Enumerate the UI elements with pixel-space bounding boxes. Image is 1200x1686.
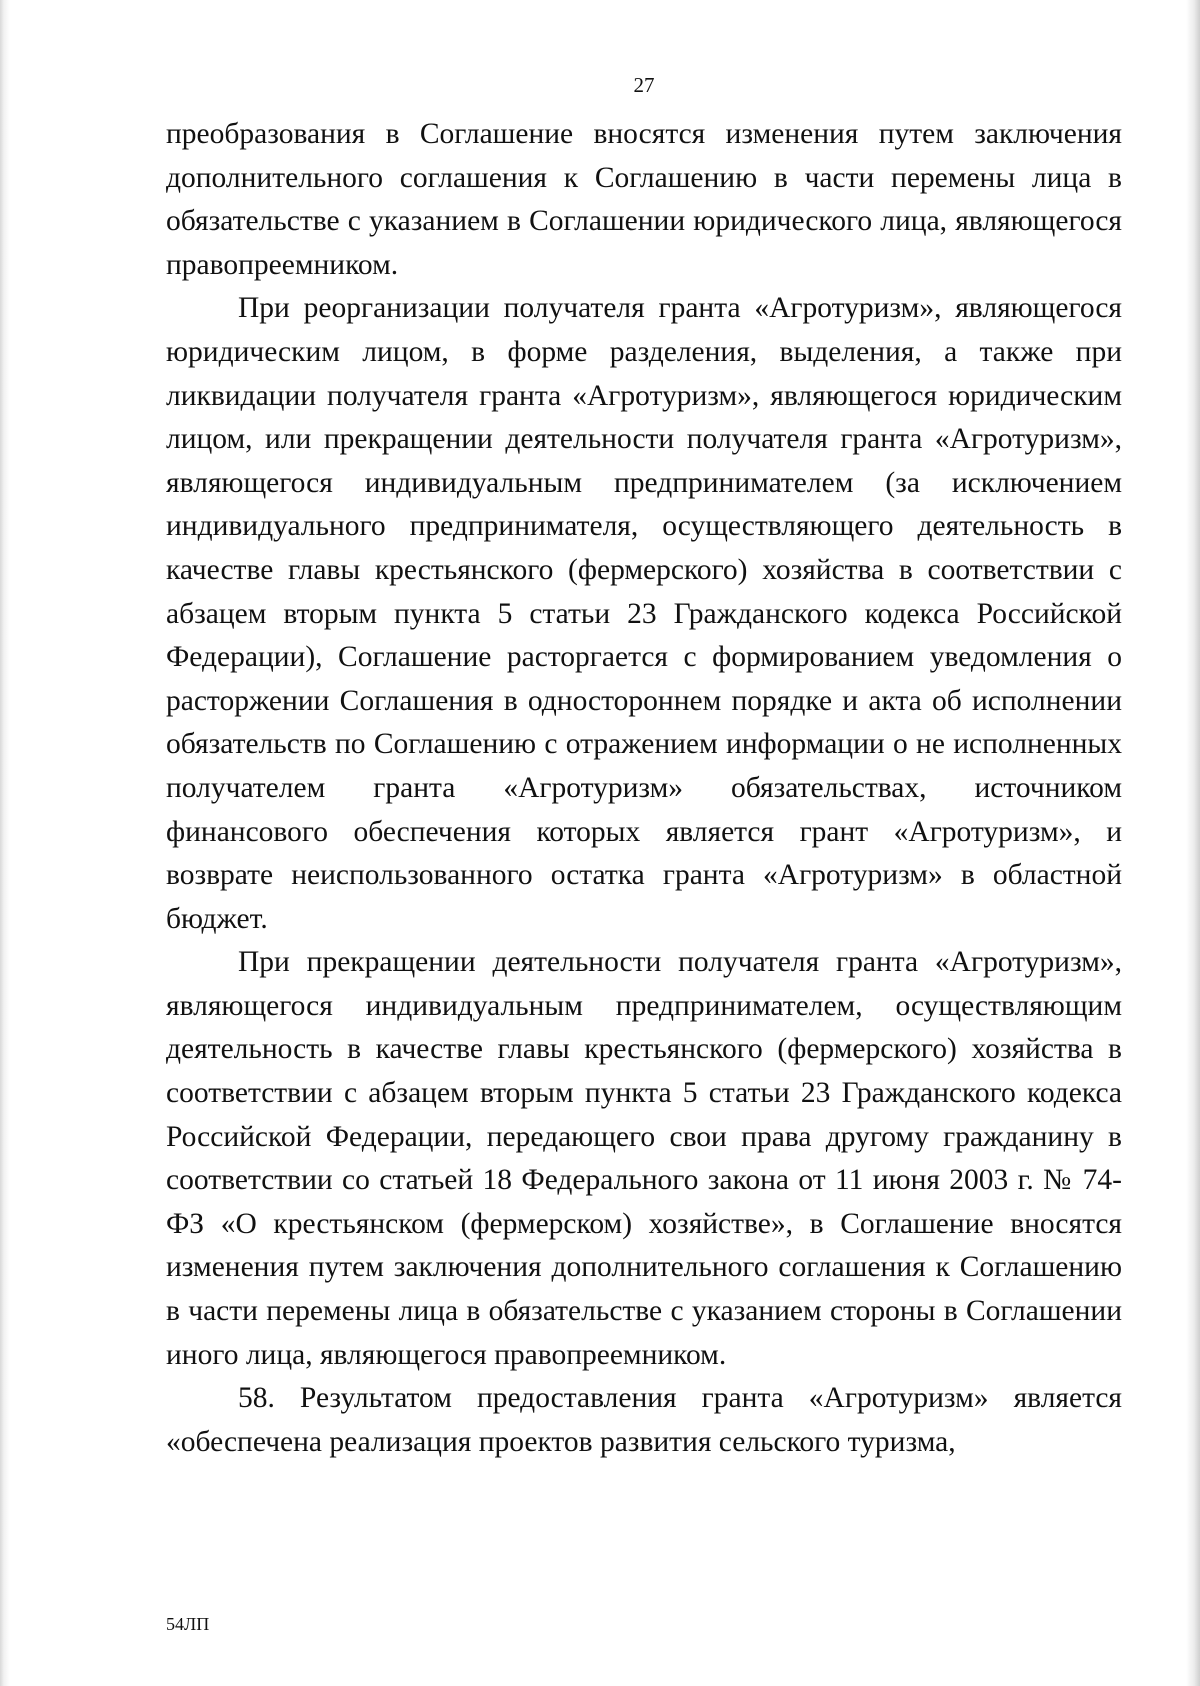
scan-edge-right bbox=[1186, 0, 1200, 1686]
paragraph-continuation: преобразования в Соглашение вносятся изменения путем заключения дополнительного соглашения к Соглашению в части перемены лица в обязательстве с указанием в Соглашении юридического лица, являющегося правопреемником. bbox=[166, 118, 1122, 281]
scan-edge-left bbox=[0, 0, 10, 1686]
paragraph-reorganization: При реорганизации получателя гранта «Агротуризм», являющегося юридическим лицом, в форме разделения, выделения, а также при ликвидации получателя гранта «Агротуризм», являющегося юридическим лицом, или прекращении деятельности получателя гранта «Агротуризм», являющегося индивидуальным предпринимателем (за исключением индивидуального предпринимателя, осуществляющего деятельность в качестве главы крестьянского (фермерского) хозяйства в соответствии с абзацем вторым пункта 5 статьи 23 Гражданского кодекса Российской Федерации), Соглашение расторгается с формированием уведомления о расторжении Соглашения в одностороннем порядке и акта об исполнении обязательств по Соглашению с отражением информации о не исполненных получателем гранта «Агротуризм» обязательствах, источником финансового обеспечения которых является грант «Агротуризм», и возврате неиспользованного остатка гранта «Агротуризм» в областной бюджет. bbox=[166, 292, 1122, 935]
footer-code: 54ЛП bbox=[166, 1614, 210, 1634]
paragraph-termination: При прекращении деятельности получателя гранта «Агротуризм», являющегося индивидуальным предпринимателем, осуществляющим деятельность в качестве главы крестьянского (фермерского) хозяйства в соответствии с абзацем вторым пункта 5 статьи 23 Гражданского кодекса Российской Федерации, передающего свои права другому гражданину в соответствии со статьей 18 Федерального закона от 11 июня 2003 г. № 74-ФЗ «О крестьянском (фермерском) хозяйстве», в Соглашение вносятся изменения путем заключения дополнительного соглашения к Соглашению в части перемены лица в обязательстве с указанием стороны в Соглашении иного лица, являющегося правопреемником. bbox=[166, 946, 1122, 1371]
page-number: 27 bbox=[633, 73, 655, 97]
paragraph-item-58: 58. Результатом предоставления гранта «Агротуризм» является «обеспечена реализация проектов развития сельского туризма, bbox=[166, 1382, 1122, 1458]
document-body bbox=[166, 113, 1122, 1464]
